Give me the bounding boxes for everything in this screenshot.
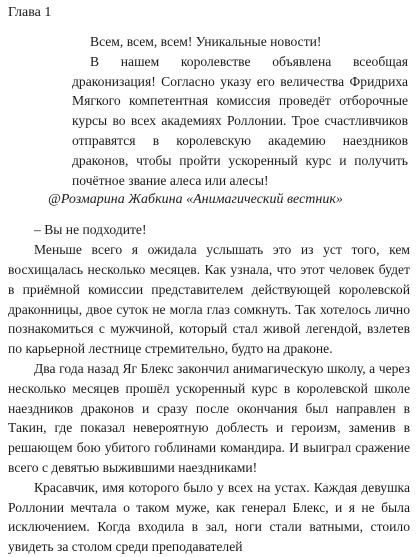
- paragraph: Красавчик, имя которого было у всех на устах. Каждая девушка Роллонии мечтала о таком муже, как генерал Блекс, и я не была исключением. Когда входила в зал, ноги стали ватными, стоило увидеть за столом среди преподавателей: [8, 479, 410, 555]
- chapter-body: [8, 220, 410, 557]
- epigraph-author: @Розмарина Жабкина: [48, 192, 183, 208]
- epigraph-headline: Всем, всем, всем! Уникальные новости!: [90, 34, 322, 49]
- paragraph: Меньше всего я ожидала услышать это из уст того, кем восхищалась несколько месяцев. Как узнала, что этот человек будет в приёмной комиссии представителем действующей королевской драконницы, двое суток не могла глаз сомкнуть. Так хотелось лично познакомиться с мужчиной, который стал живой легендой, взлетев по карьерной лестнице стремительно, будто на драконе.: [8, 242, 410, 357]
- epigraph-signature: [48, 190, 410, 210]
- epigraph-source: «Анимагический вестник»: [186, 192, 343, 208]
- epigraph-text: В нашем королевстве объявлена всеобщая драконизация! Согласно указу его величества Фридриха Мягкого компетентная комиссия проведёт отборочные курсы во всех академиях Роллонии. Трое счастливчиков отправятся в королевскую академию наездников драконов, чтобы пройти ускоренный курс и получить почётное звание алеса или алесы!: [72, 53, 408, 188]
- paragraph: Два года назад Яг Блекс закончил анимагическую школу, а через несколько месяцев прошёл ускоренный курс в королевской школе наездников драконов и сразу после окончания был направлен в Такин, где показал невероятную доблесть и героизм, заменив в решающем бою убитого гоблинами командира. И выиграл сражение всего с девятью выжившими наездниками!: [8, 360, 410, 475]
- paragraph: – Вы не подходите!: [34, 222, 147, 238]
- chapter-title: Глава 1: [8, 5, 52, 20]
- epigraph: [72, 32, 408, 190]
